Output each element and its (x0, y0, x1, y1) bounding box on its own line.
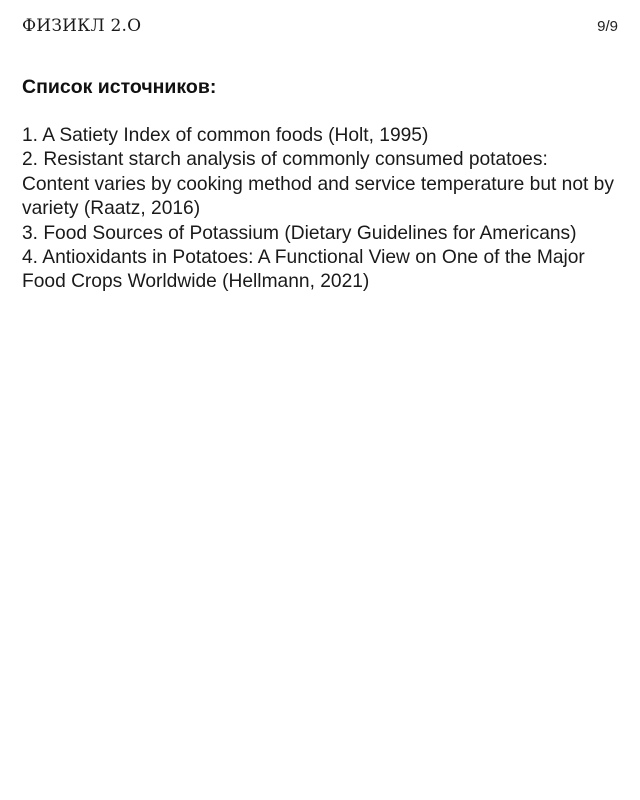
source-item-3: 3. Food Sources of Potassium (Dietary Guidelines for Americans) (22, 222, 577, 244)
source-item-1: 1. A Satiety Index of common foods (Holt, 1995) (22, 125, 429, 146)
sources-heading: Список источников: (22, 76, 217, 98)
brand-logo-text: ФИЗИКЛ 2.О (22, 16, 142, 36)
source-item-2: 2. Resistant starch analysis of commonly consumed potatoes: Content varies by cooking method and service temperature but not by variety (Raatz, 2016) (22, 149, 614, 220)
page-indicator: 9/9 (597, 18, 618, 35)
sources-list (22, 124, 618, 295)
source-item-4: 4. Antioxidants in Potatoes: A Functional View on One of the Major Food Crops Worldwide (Hellmann, 2021) (22, 247, 585, 293)
